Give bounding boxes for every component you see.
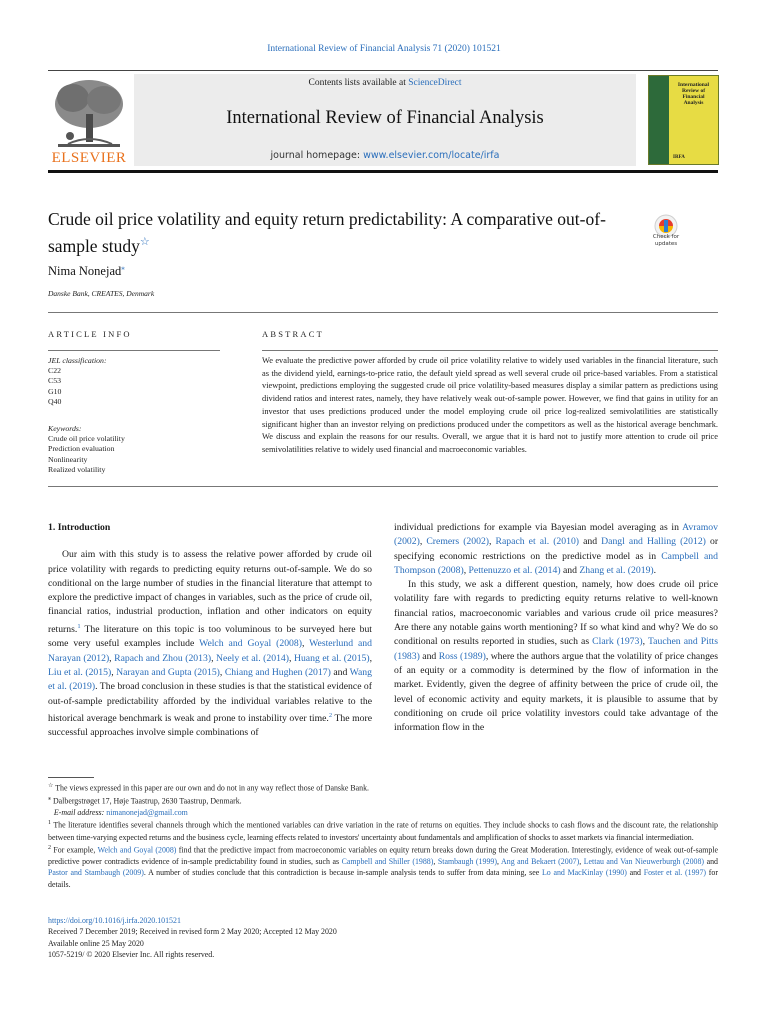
citation-link[interactable]: Ang and Bekaert (2007) xyxy=(501,856,580,866)
body-left-column xyxy=(48,521,372,741)
jel-classification xyxy=(48,356,220,407)
citation-link[interactable]: Welch and Goyal (2008) xyxy=(97,845,177,855)
homepage-line xyxy=(134,150,636,161)
citation-link[interactable]: Dangl and Halling (2012) xyxy=(601,536,706,548)
email-label: E-mail address: xyxy=(53,808,105,818)
header-rule-bottom xyxy=(48,170,718,173)
citation-link[interactable]: Zhang et al. (2019) xyxy=(579,564,654,576)
title-footnote-mark[interactable]: ☆ xyxy=(139,236,150,248)
author-name-text: Nima Nonejad xyxy=(48,264,122,279)
article-title-text: Crude oil price volatility and equity return predictability: A comparative out-of-sample study xyxy=(48,209,606,256)
jel-code: C53 xyxy=(48,376,61,386)
footnote-star-text: The views expressed in this paper are our own and do not in any way reflect those of Danske Bank. xyxy=(55,783,370,793)
cover-title: International Review of Financial Analysis xyxy=(677,82,710,106)
abstract-bottom-rule xyxy=(48,486,718,487)
citation-link[interactable]: Rapach et al. (2010) xyxy=(495,536,580,548)
body-right-column xyxy=(394,521,718,735)
jel-code: Q40 xyxy=(48,396,62,406)
body-paragraph: In this study, we ask a different question, namely, how does crude oil price volatility fare with regards to predicting equity returns relative to well-known financial ratios, macroeconomic variables and various crude oil price measures? Are there any notable gains worth mentioning? If so what kind and why? We do so conditional on results reported in studies, such as Clark (1973), Tauchen and Pitts (1983) and Ross (1989), where the authors argue that the volatility of price changes of an equity or a commodity is determined by the flow of information in the market. Evidently, given the degree of affinity between the price of crude oil, the level of economic activity and equity markets, it is plausible to assume that by conditioning on crude oil price volatility investors could take advantage of the information flow in the xyxy=(394,579,718,734)
citation-link[interactable]: Westerlund and Narayan (2012) xyxy=(48,638,372,664)
footnote-1-text: The literature identifies several channels through which the mentioned variables can drive variation in the rate of returns on equities. They include shocks to cash flows and the discount rate, the relationship between time-varying expected returns and the business cycle, learning effects related to investors' uncertainty about fundamentals and amplification of shocks to asset markets via financial intermediation. xyxy=(48,821,718,842)
footnote-2-text: For example, Welch and Goyal (2008) find that the predictive impact from macroeconomic variables on equity return breaks down during the Great Moderation. Interestingly, evidence of weak out-of-sample predictive power contradicts evidence of in-sample predictability found in studies, such as Campbell and Shiller (1988), Stambaugh (1999), Ang and Bekaert (2007), Lettau and Van Nieuwerburgh (2008) and Pastor and Stambaugh (2009). A number of studies conclude that this contradiction is because in-sample analysis tends to suffer from data mining, see Lo and MacKinlay (1990) and Foster et al. (1997) for details. xyxy=(48,845,718,889)
footnote-ref[interactable]: 1 xyxy=(77,622,81,630)
citation-link[interactable]: Clark (1973) xyxy=(592,636,643,648)
article-title xyxy=(48,208,628,258)
contents-line xyxy=(134,78,636,88)
body-paragraph: individual predictions for example via Bayesian model averaging as in Avramov (2002), Cremers (2002), Rapach et al. (2010) and Dangl and Halling (2012) or specifying economic restrictions on the predictive model as in Campbell and Thompson (2008), Pettenuzzo et al. (2014) and Zhang et al. (2019). xyxy=(394,522,719,576)
keyword: Crude oil price volatility xyxy=(48,434,125,444)
available-online: Available online 25 May 2020 xyxy=(48,938,144,948)
cover-spine xyxy=(649,76,669,164)
footnote-address-text: Dalbergstrøget 17, Høje Taastrup, 2630 Taastrup, Denmark. xyxy=(52,796,242,806)
citation-link[interactable]: Lo and MacKinlay (1990) xyxy=(541,868,627,878)
citation-link[interactable]: Neely et al. (2014) xyxy=(216,652,289,664)
elsevier-wordmark: ELSEVIER xyxy=(51,150,127,166)
footnote-address xyxy=(48,794,718,807)
article-info-rule xyxy=(48,350,220,351)
cover-abbrev: IRFA xyxy=(673,155,685,160)
abstract-text: We evaluate the predictive power afforded by crude oil price volatility relative to widely used variables in the financial literature, such as the dividend yield, earnings-to-price ratio, the default yield spread as well several crude oil price-based variables. From a statistical viewpoint, predictions employing the suggested crude oil price volatility-based measures display a similar pattern as predictions using dividend ratios and interest rates, namely, they have relatively weak out-of-sample power. However, we find that gains in utility for an investor that uses predictions produced under the model employing crude oil price log-realized semivolatilities are statistically significant higher than an investor relying on predictions produced under the competitors as well as the historical average benchmark. We discuss and explain the reasons for our results. Overall, we argue that it is hard not to justify more attention to crude oil price semivolatilities relative to widely used financial and macroeconomic variables. xyxy=(262,356,718,454)
keywords xyxy=(48,424,220,475)
footnote-number: 2 xyxy=(48,844,51,851)
citation-link[interactable]: Foster et al. (1997) xyxy=(643,868,707,878)
citation-link[interactable]: Ross (1989) xyxy=(438,650,486,662)
article-meta xyxy=(48,915,718,961)
keyword: Prediction evaluation xyxy=(48,444,115,454)
keyword: Nonlinearity xyxy=(48,454,88,464)
footnote-star xyxy=(48,781,718,794)
footnote-1 xyxy=(48,818,718,842)
citation-link[interactable]: Lettau and Van Nieuwerburgh (2008) xyxy=(583,856,705,866)
author-affiliation: Danske Bank, CREATES, Denmark xyxy=(48,289,155,298)
abstract-heading: ABSTRACT xyxy=(262,329,324,339)
author-mark[interactable]: ⁎ xyxy=(121,264,125,272)
citation-link[interactable]: Rapach and Zhou (2013) xyxy=(114,652,212,664)
footnote-ref[interactable]: 2 xyxy=(328,711,333,719)
article-info-heading: ARTICLE INFO xyxy=(48,329,132,339)
jel-label: JEL classification: xyxy=(48,356,107,365)
footnote-mark: ⁎ xyxy=(48,796,51,803)
keyword: Realized volatility xyxy=(48,464,106,474)
header-rule-top xyxy=(48,70,718,71)
jel-code: G10 xyxy=(48,386,62,396)
citation-link[interactable]: Narayan and Gupta (2015) xyxy=(116,666,220,678)
check-for-updates-label[interactable]: Check for updates xyxy=(652,234,680,247)
section-heading-introduction: 1. Introduction xyxy=(48,522,111,533)
footnote-mark: ☆ xyxy=(48,783,54,789)
footnote-email xyxy=(48,807,718,818)
citation-link[interactable]: Avramov (2002) xyxy=(394,522,718,548)
journal-homepage-link[interactable]: www.elsevier.com/locate/irfa xyxy=(363,150,500,161)
citation-link[interactable]: Campbell and Thompson (2008) xyxy=(394,550,718,576)
email-link[interactable]: nimanonejad@gmail.com xyxy=(106,808,188,818)
abstract-rule xyxy=(262,350,718,351)
received-dates: Received 7 December 2019; Received in revised form 2 May 2020; Accepted 12 May 2020 xyxy=(48,927,337,937)
citation-link[interactable]: Pastor and Stambaugh (2009) xyxy=(48,868,144,878)
citation-link[interactable]: Wang et al. (2019) xyxy=(48,666,372,693)
citation-link[interactable]: Cremers (2002) xyxy=(426,536,490,548)
homepage-prefix: journal homepage: xyxy=(270,150,364,161)
citation-link[interactable]: Liu et al. (2015) xyxy=(48,666,112,678)
contents-prefix: Contents lists available at xyxy=(308,78,409,88)
footnote-number: 1 xyxy=(48,820,51,827)
footnote-rule xyxy=(48,777,94,778)
citation-link[interactable]: Huang et al. (2015) xyxy=(293,652,370,664)
citation-link[interactable]: Stambaugh (1999) xyxy=(437,856,497,866)
citation-link[interactable]: Pettenuzzo et al. (2014) xyxy=(468,564,561,576)
citation-link[interactable]: Tauchen and Pitts (1983) xyxy=(394,636,718,662)
citation-link[interactable]: Welch and Goyal (2008) xyxy=(199,638,302,650)
journal-cover-thumbnail[interactable] xyxy=(648,75,719,165)
footnote-2 xyxy=(48,843,718,890)
body-paragraph: Our aim with this study is to assess the relative power afforded by crude oil price volatility with regards to predicting equity returns out-of-sample. We do so conditional on the large number of studies in the financial literature that attempt to explore the predictive impact of changes in variables, such as the price of crude oil, financial ratios, industrial production, inflation and other indicators on equity returns.$^1$ The literature on this topic is too voluminous to be surveyed here but some very useful examples include Welch and Goyal (2008), Westerlund and Narayan (2012), Rapach and Zhou (2013), Neely et al. (2014), Huang et al. (2015), Liu et al. (2015), Narayan and Gupta (2015), Chiang and Hughen (2017) and Wang et al. (2019). The broad conclusion in these studies is that the statistical evidence of out-of-sample predictability afforded by the individual variables relative to the historical average benchmark is weak and prone to instability over time.$^2$ The more successful approaches involve simple combinations of xyxy=(48,549,373,739)
citation-link[interactable]: Chiang and Hughen (2017) xyxy=(224,666,331,678)
sciencedirect-link[interactable]: ScienceDirect xyxy=(408,78,462,88)
author-name xyxy=(48,264,125,279)
footnotes xyxy=(48,781,718,890)
title-separator xyxy=(48,312,718,313)
keywords-label: Keywords: xyxy=(48,424,82,433)
citation-link[interactable]: Campbell and Shiller (1988) xyxy=(341,856,434,866)
copyright: 1057-5219/ © 2020 Elsevier Inc. All rights reserved. xyxy=(48,950,215,960)
doi-link[interactable]: https://doi.org/10.1016/j.irfa.2020.101521 xyxy=(48,916,181,925)
journal-header-box xyxy=(134,74,636,166)
journal-citation[interactable]: International Review of Financial Analysis 71 (2020) 101521 xyxy=(267,44,501,54)
jel-code: C22 xyxy=(48,366,61,376)
journal-title: International Review of Financial Analysis xyxy=(226,108,544,128)
